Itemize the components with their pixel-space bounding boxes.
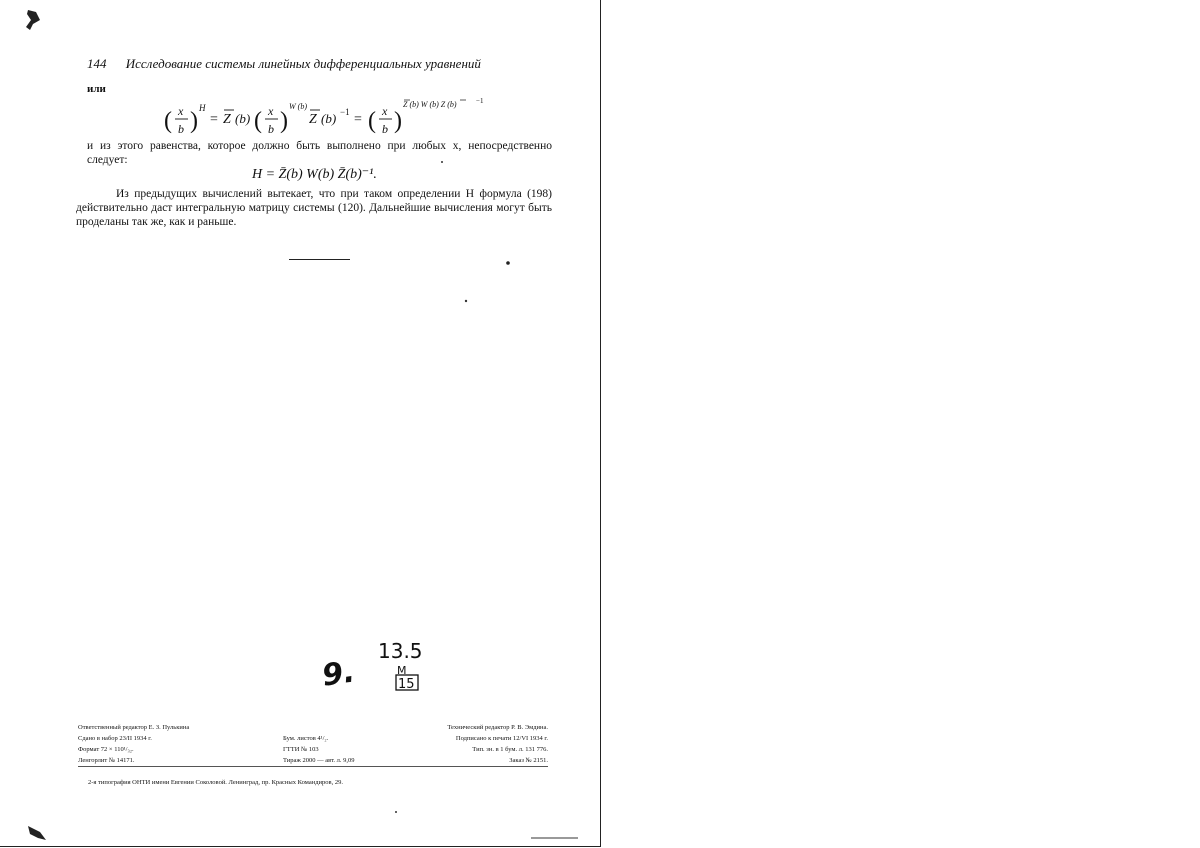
- svg-text:b: b: [382, 122, 388, 136]
- imprint-tech-editor: Технический редактор Р. В. Эмдина.: [447, 724, 548, 731]
- svg-text:=: =: [354, 112, 362, 127]
- imprint-row: [78, 733, 548, 744]
- end-rule: [289, 259, 350, 260]
- imprint-divider: [78, 766, 548, 767]
- svg-text:−1: −1: [340, 107, 350, 117]
- handwritten-sub-letter: М: [397, 664, 407, 677]
- equation-2: H = Z̄(b) W(b) Z̄(b)⁻¹.: [252, 167, 377, 182]
- svg-text:): ): [280, 108, 288, 134]
- svg-text:Z: Z: [223, 112, 231, 127]
- svg-text:H: H: [199, 103, 206, 113]
- imprint-sheets: Бум. листов 4¹/₂.: [283, 735, 329, 742]
- svg-text:): ): [190, 108, 198, 134]
- lead-word: или: [87, 83, 106, 95]
- imprint-gtti-number: ГТТИ № 103: [283, 746, 319, 753]
- svg-text:): ): [394, 108, 402, 134]
- svg-text:=: =: [210, 112, 218, 127]
- handwritten-mark: 9.: [320, 654, 357, 694]
- running-head: [87, 56, 481, 72]
- speck: [465, 300, 467, 302]
- imprint-print-date: Подписано к печати 12/VI 1934 г.: [455, 735, 548, 742]
- imprint-characters: Тип. зн. в 1 бум. л. 131 776.: [472, 746, 548, 753]
- imprint-row: [78, 722, 548, 733]
- svg-text:b: b: [178, 122, 184, 136]
- imprint-format: Формат 72 × 110¹/₃₂.: [78, 746, 134, 753]
- svg-text:(: (: [254, 108, 262, 134]
- imprint-typeset-date: Сдано в набор 23/II 1934 г.: [78, 735, 152, 742]
- imprint-row: [78, 755, 548, 766]
- imprint-censor: Ленгорлит № 14171.: [78, 757, 135, 764]
- svg-text:(: (: [164, 108, 172, 134]
- paragraph-1: и из этого равенства, которое должно быть выполнено при любых x, непосредственно следует:: [87, 140, 552, 166]
- handwritten-shelf-number: 13.5: [378, 639, 423, 663]
- svg-text:x: x: [178, 104, 184, 118]
- corner-smudge-bottom: [28, 826, 46, 840]
- handwritten-shelf-mark: [320, 632, 430, 696]
- svg-text:Z (b) W (b) Z (b): Z (b) W (b) Z (b): [403, 100, 457, 109]
- svg-text:b: b: [268, 122, 274, 136]
- svg-text:Z: Z: [309, 112, 317, 127]
- svg-text:−1: −1: [476, 97, 484, 105]
- printer-line: 2-я типография ОНТИ имени Евгении Соколовой. Ленинград, пр. Красных Командиров, 29.: [88, 779, 343, 786]
- svg-text:x: x: [382, 104, 388, 118]
- corner-smudge-top: [26, 10, 40, 30]
- running-title: Исследование системы линейных дифференциальных уравнений: [125, 56, 481, 71]
- speck: [506, 261, 510, 265]
- page-number: 144: [87, 56, 107, 71]
- svg-text:(b): (b): [235, 111, 251, 126]
- imprint-print-run: Тираж 2000 — авт. л. 9,09: [283, 757, 355, 764]
- svg-text:W (b): W (b): [289, 102, 307, 111]
- imprint-row: [78, 744, 548, 755]
- handwritten-boxed-number: 15: [398, 677, 415, 692]
- svg-text:(: (: [368, 108, 376, 134]
- speck: [395, 811, 397, 813]
- svg-text:x: x: [268, 104, 274, 118]
- svg-text:(b): (b): [321, 111, 337, 126]
- imprint-order: Заказ № 2151.: [509, 757, 548, 764]
- paragraph-2-text: Из предыдущих вычислений вытекает, что при таком определении H формула (198) действительно даст интегральную матрицу системы (120). Дальнейшие вычисления могут быть проделаны так же, как и раньше.: [76, 188, 552, 228]
- imprint-block: [78, 722, 548, 766]
- imprint-editor: Ответственный редактор Е. З. Пулькина: [78, 724, 190, 731]
- paragraph-2: [76, 187, 552, 229]
- equation-1: [160, 95, 500, 145]
